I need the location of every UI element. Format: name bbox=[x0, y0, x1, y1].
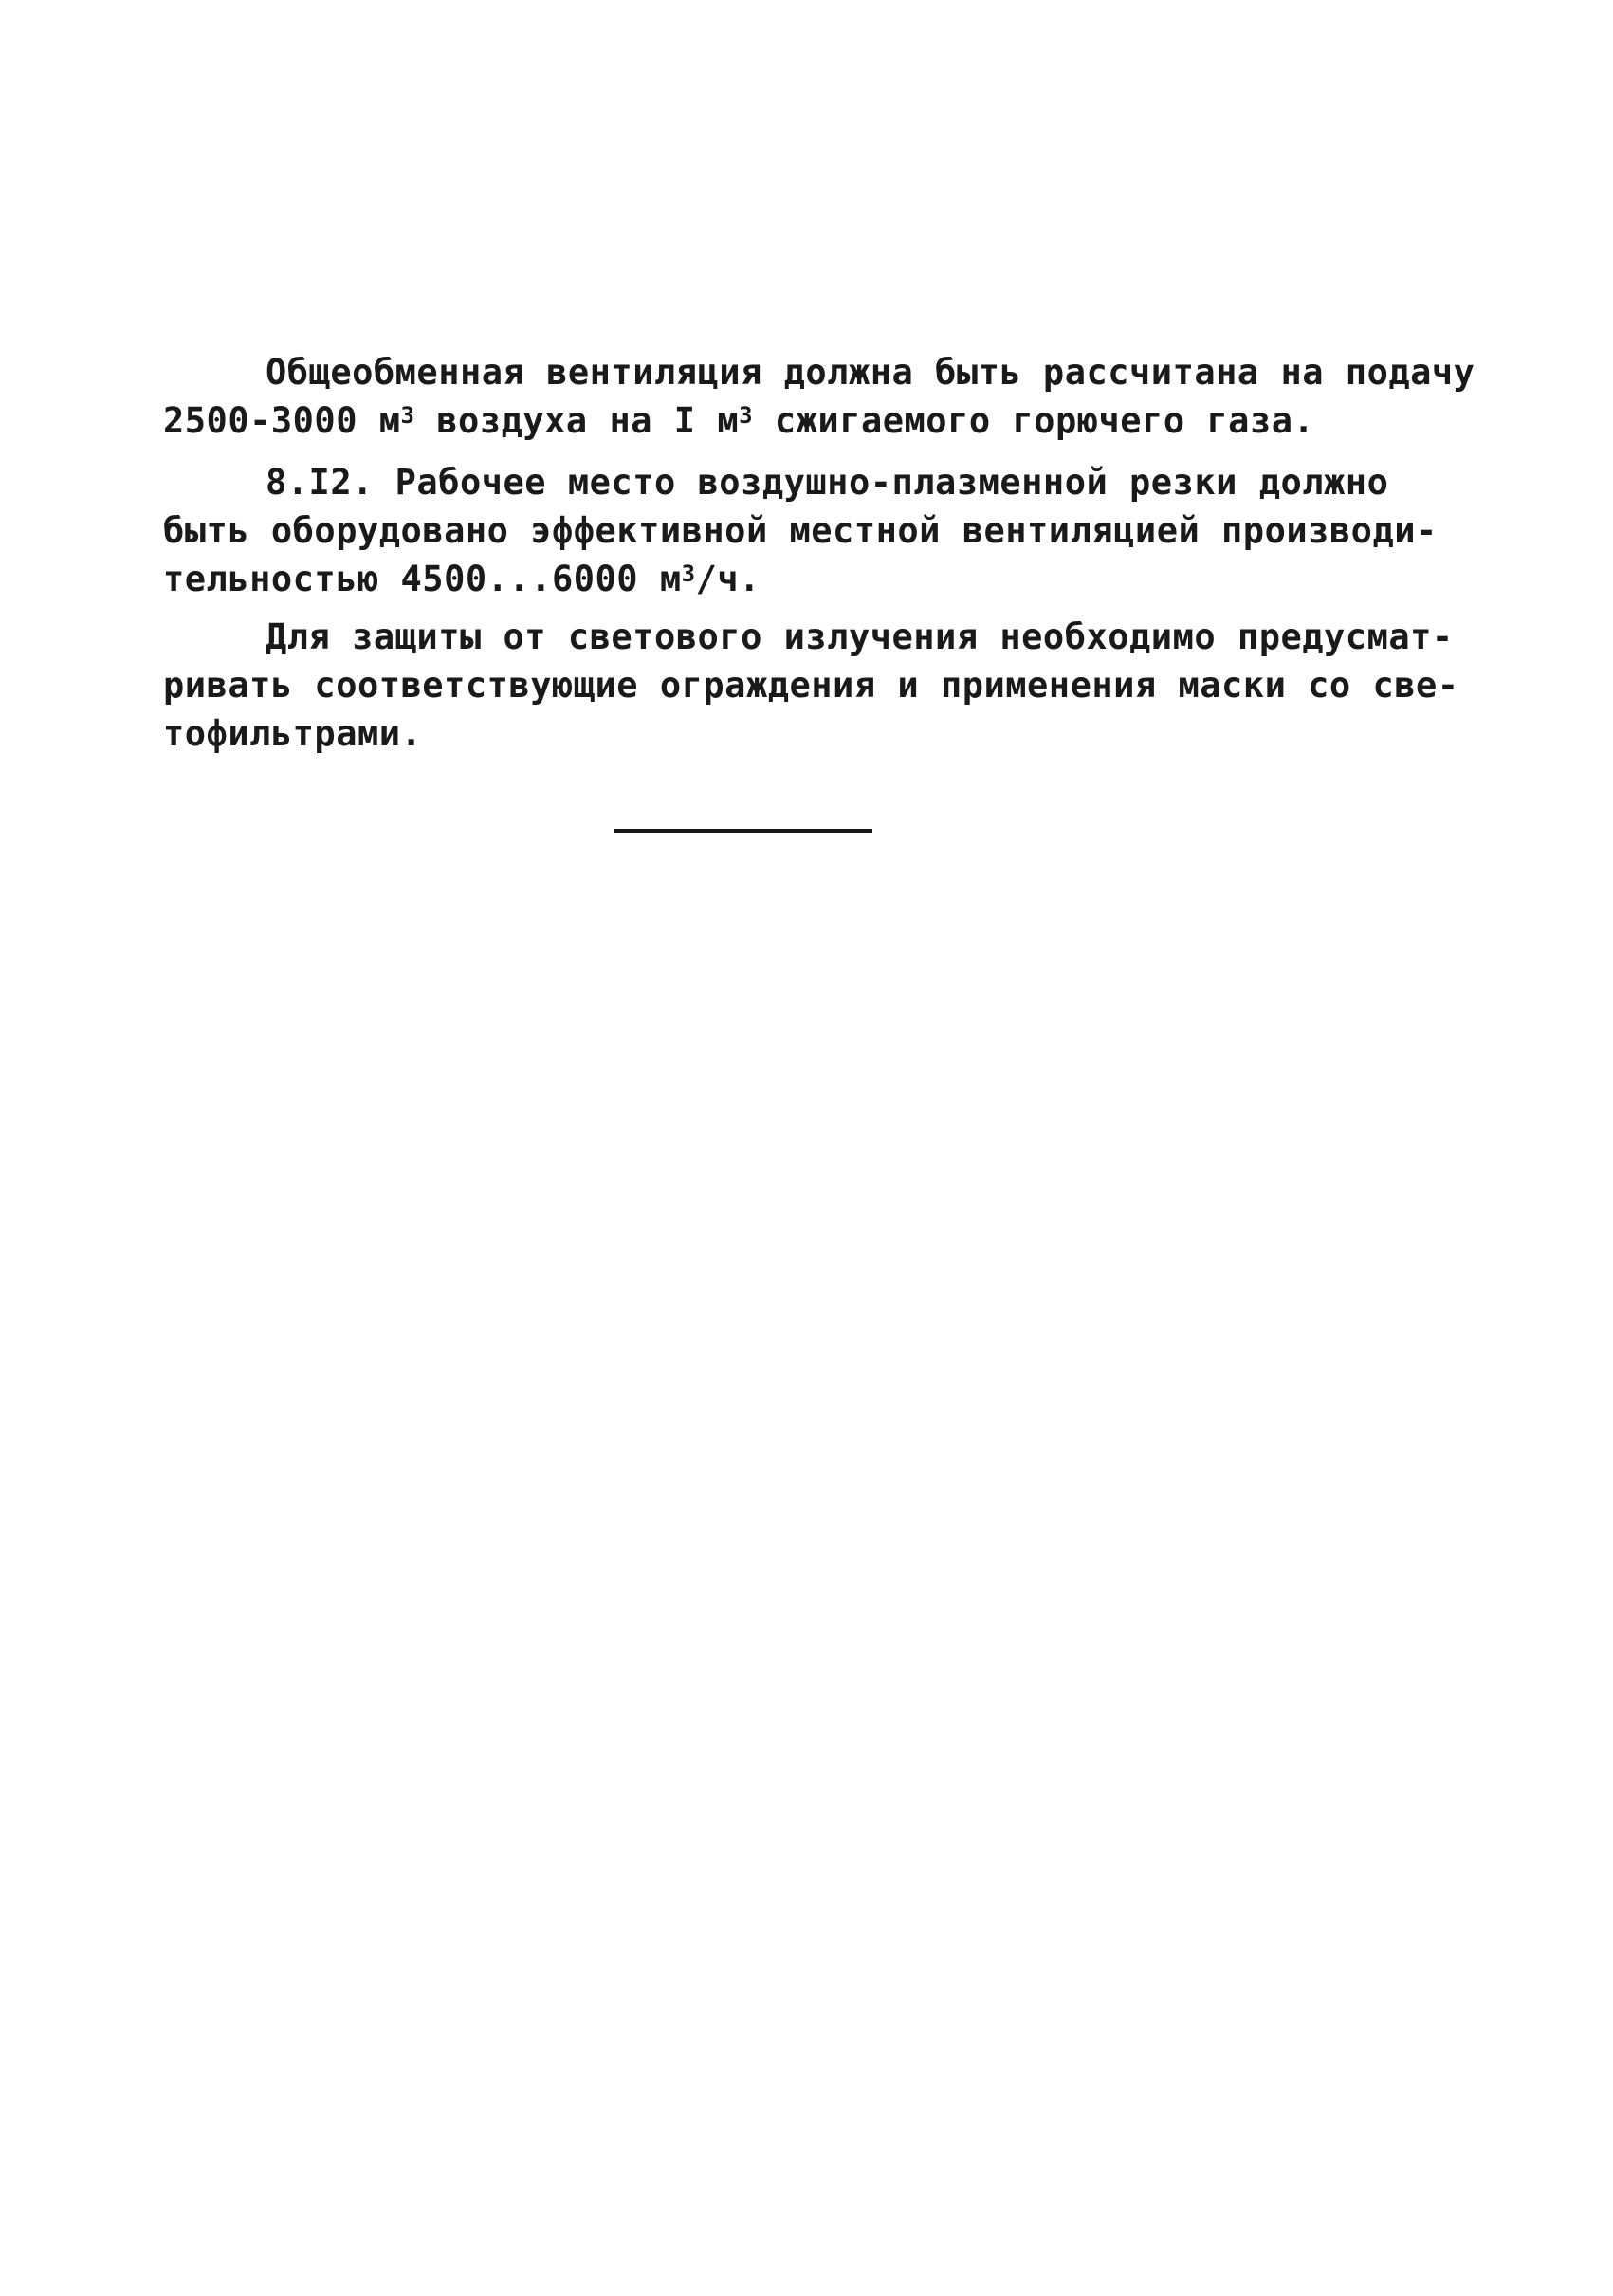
end-divider bbox=[614, 829, 872, 833]
superscript: 3 bbox=[681, 560, 696, 587]
paragraph-light-protection-line-2 bbox=[163, 662, 1459, 709]
text-line: Для защиты от светового излучения необходимо предусмат- bbox=[266, 616, 1454, 657]
superscript: 3 bbox=[739, 402, 754, 429]
text-fragment: тельностью 4500...6000 м bbox=[163, 559, 682, 599]
paragraph-light-protection-line-3 bbox=[163, 710, 422, 758]
paragraph-light-protection-line-1 bbox=[266, 614, 1454, 661]
text-line: Общеобменная вентиляция должна быть рассчитана на подачу bbox=[266, 352, 1476, 393]
paragraph-ventilation-line-2 bbox=[163, 397, 1314, 445]
text-line: ривать соответствующие ограждения и применения маски со све- bbox=[163, 665, 1459, 706]
paragraph-ventilation-line-1 bbox=[266, 349, 1475, 396]
clause-8-12-line-1 bbox=[266, 459, 1388, 506]
text-fragment: /ч. bbox=[695, 559, 761, 599]
superscript: 3 bbox=[400, 402, 415, 429]
text-fragment: 2500-3000 м bbox=[163, 400, 401, 441]
text-fragment: сжигаемого горючего газа. bbox=[753, 400, 1315, 441]
clause-8-12-line-3 bbox=[163, 556, 761, 603]
text-line: 8.I2. Рабочее место воздушно-плазменной резки должно bbox=[266, 462, 1389, 503]
clause-8-12-line-2 bbox=[163, 507, 1438, 555]
text-fragment: воздуха на I м bbox=[414, 400, 740, 441]
text-line: тофильтрами. bbox=[163, 713, 423, 754]
text-line: быть оборудовано эффективной местной вентиляцией производи- bbox=[163, 510, 1438, 551]
